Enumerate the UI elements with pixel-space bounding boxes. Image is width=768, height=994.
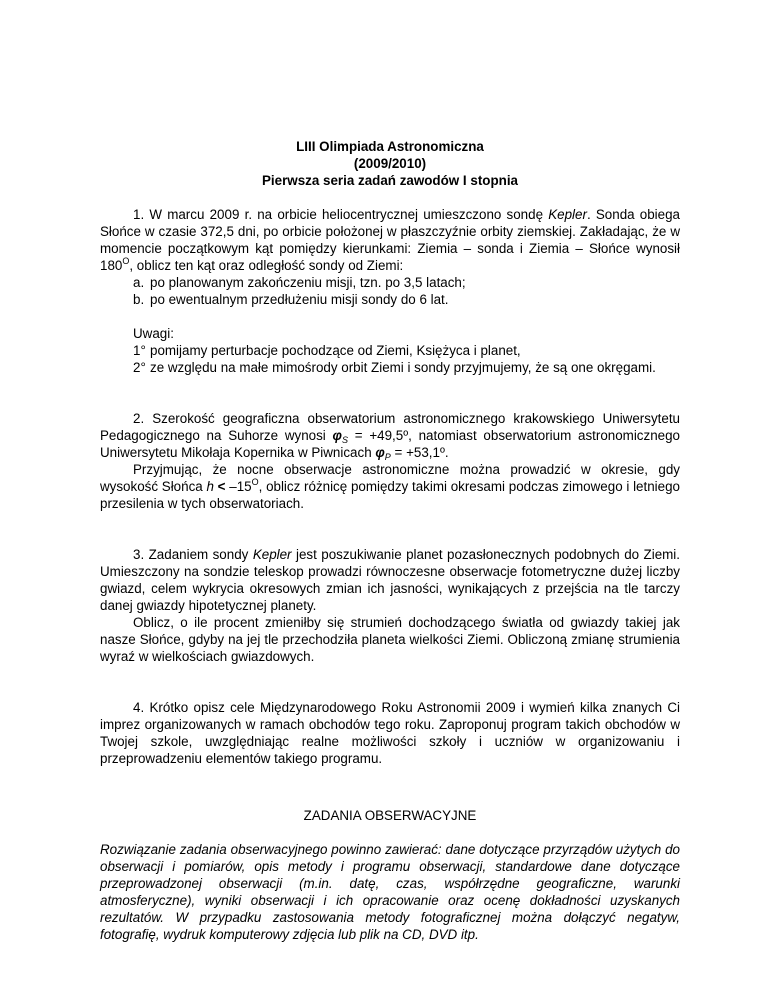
degree-mark: O xyxy=(122,256,130,266)
observation-instructions: Rozwiązanie zadania obserwacyjnego powinno zawierać: dane dotyczące przyrządów użytych do obserwacji i pomiarów, opis metody i programu obserwacji, standardowe dane dotyczące przeprowadzonej obserwacji (m.in. datę, czas, współrzędne geograficzne, warunki atmosferyczne), wyniki obserwacji i ich opracowanie oraz ocenę dokładności uzyskanych rezultatów. W przypadku zastosowania metody fotograficznej można dołączyć negatyw, fotografię, wydruk komputerowy zdjęcia lub plik na CD, DVD itp. xyxy=(100,842,680,942)
task-1-text: 1. W marcu 2009 r. na orbicie heliocentrycznej umieszczono sondę Kepler. Sonda obiega Słońce w czasie 372,5 dni, po orbicie położonej w płaszczyźnie orbity ziemskiej. Zakładając, że w momencie początkowym kąt pomiędzy kierunkami: Ziemia – sonda i Ziemia – Słońce wynosił $180^O$, oblicz ten kąt oraz odległość sondy od Ziemi: xyxy=(100,207,681,273)
note-2: 2° ze względu na małe mimośrody orbit Ziemi i sondy przyjmujemy, że są one okręgami. xyxy=(133,360,656,375)
season-years: (2009/2010) xyxy=(353,156,427,171)
notes-title: Uwagi: xyxy=(133,326,174,341)
task-3-question: Oblicz, o ile procent zmieniłby się strumień dochodzącego światła od gwiazdy takiej jak nasze Słońce, gdyby na jej tle przechodziła planeta wielkości Ziemi. Obliczoną zmianę strumienia wyraź w wielkościach gwiazdowych. xyxy=(100,615,680,664)
series-title: Pierwsza seria zadań zawodów I stopnia xyxy=(262,173,518,188)
note-1: 1° pomijamy perturbacje pochodzące od Ziemi, Księżyca i planet, xyxy=(133,343,521,358)
task-2-text: 2. Szerokość geograficzna obserwatorium astronomicznego krakowskiego Uniwersytetu Pedagogicznego na Suhorze wynosi $\varphi_S$ = +49,5º, natomiast obserwatorium astronomicznego Uniwersytetu Mikołaja Kopernika w Piwnicach $\varphi_P$ = +53,1º. xyxy=(100,411,680,462)
document-page xyxy=(100,138,680,943)
observation-heading: ZADANIA OBSERWACYJNE xyxy=(303,808,477,823)
task-1-item-b: b. po ewentualnym przedłużeniu misji sondy do 6 lat. xyxy=(133,292,449,307)
kepler-name: Kepler xyxy=(548,207,587,222)
task-4-text: 4. Krótko opisz cele Międzynarodowego Roku Astronomii 2009 i wymień kilka znanych Ci imprez organizowanych w ramach obchodów tego roku. Zaproponuj program takich obchodów w Twojej szkole, uwzględniając realne możliwości szkoły i uczniów w organizowaniu i przeprowadzeniu elementów takiego programu. xyxy=(100,700,680,766)
task-3-text: 3. Zadaniem sondy Kepler jest poszukiwanie planet pozasłonecznych podobnych do Ziemi. Umieszczony na sondzie teleskop prowadzi równoczesne obserwacje fotometryczne dużej liczby gwiazd, celem wykrycia okresowych zmian ich jasności, wynikających z przejścia na tle tarczy danej gwiazdy hipotetycznej planety. xyxy=(100,547,680,613)
task-2-question: Przyjmując, że nocne obserwacje astronomiczne można prowadzić w okresie, gdy wysokość Słońca $h < -15^O$, oblicz różnicę pomiędzy takimi okresami podczas zimowego i letniego przesilenia w tych obserwatoriach. xyxy=(100,462,680,511)
olympiad-title: LIII Olimpiada Astronomiczna xyxy=(296,139,484,154)
task-1-item-a: a. po planowanym zakończeniu misji, tzn. po 3,5 latach; xyxy=(133,275,466,290)
